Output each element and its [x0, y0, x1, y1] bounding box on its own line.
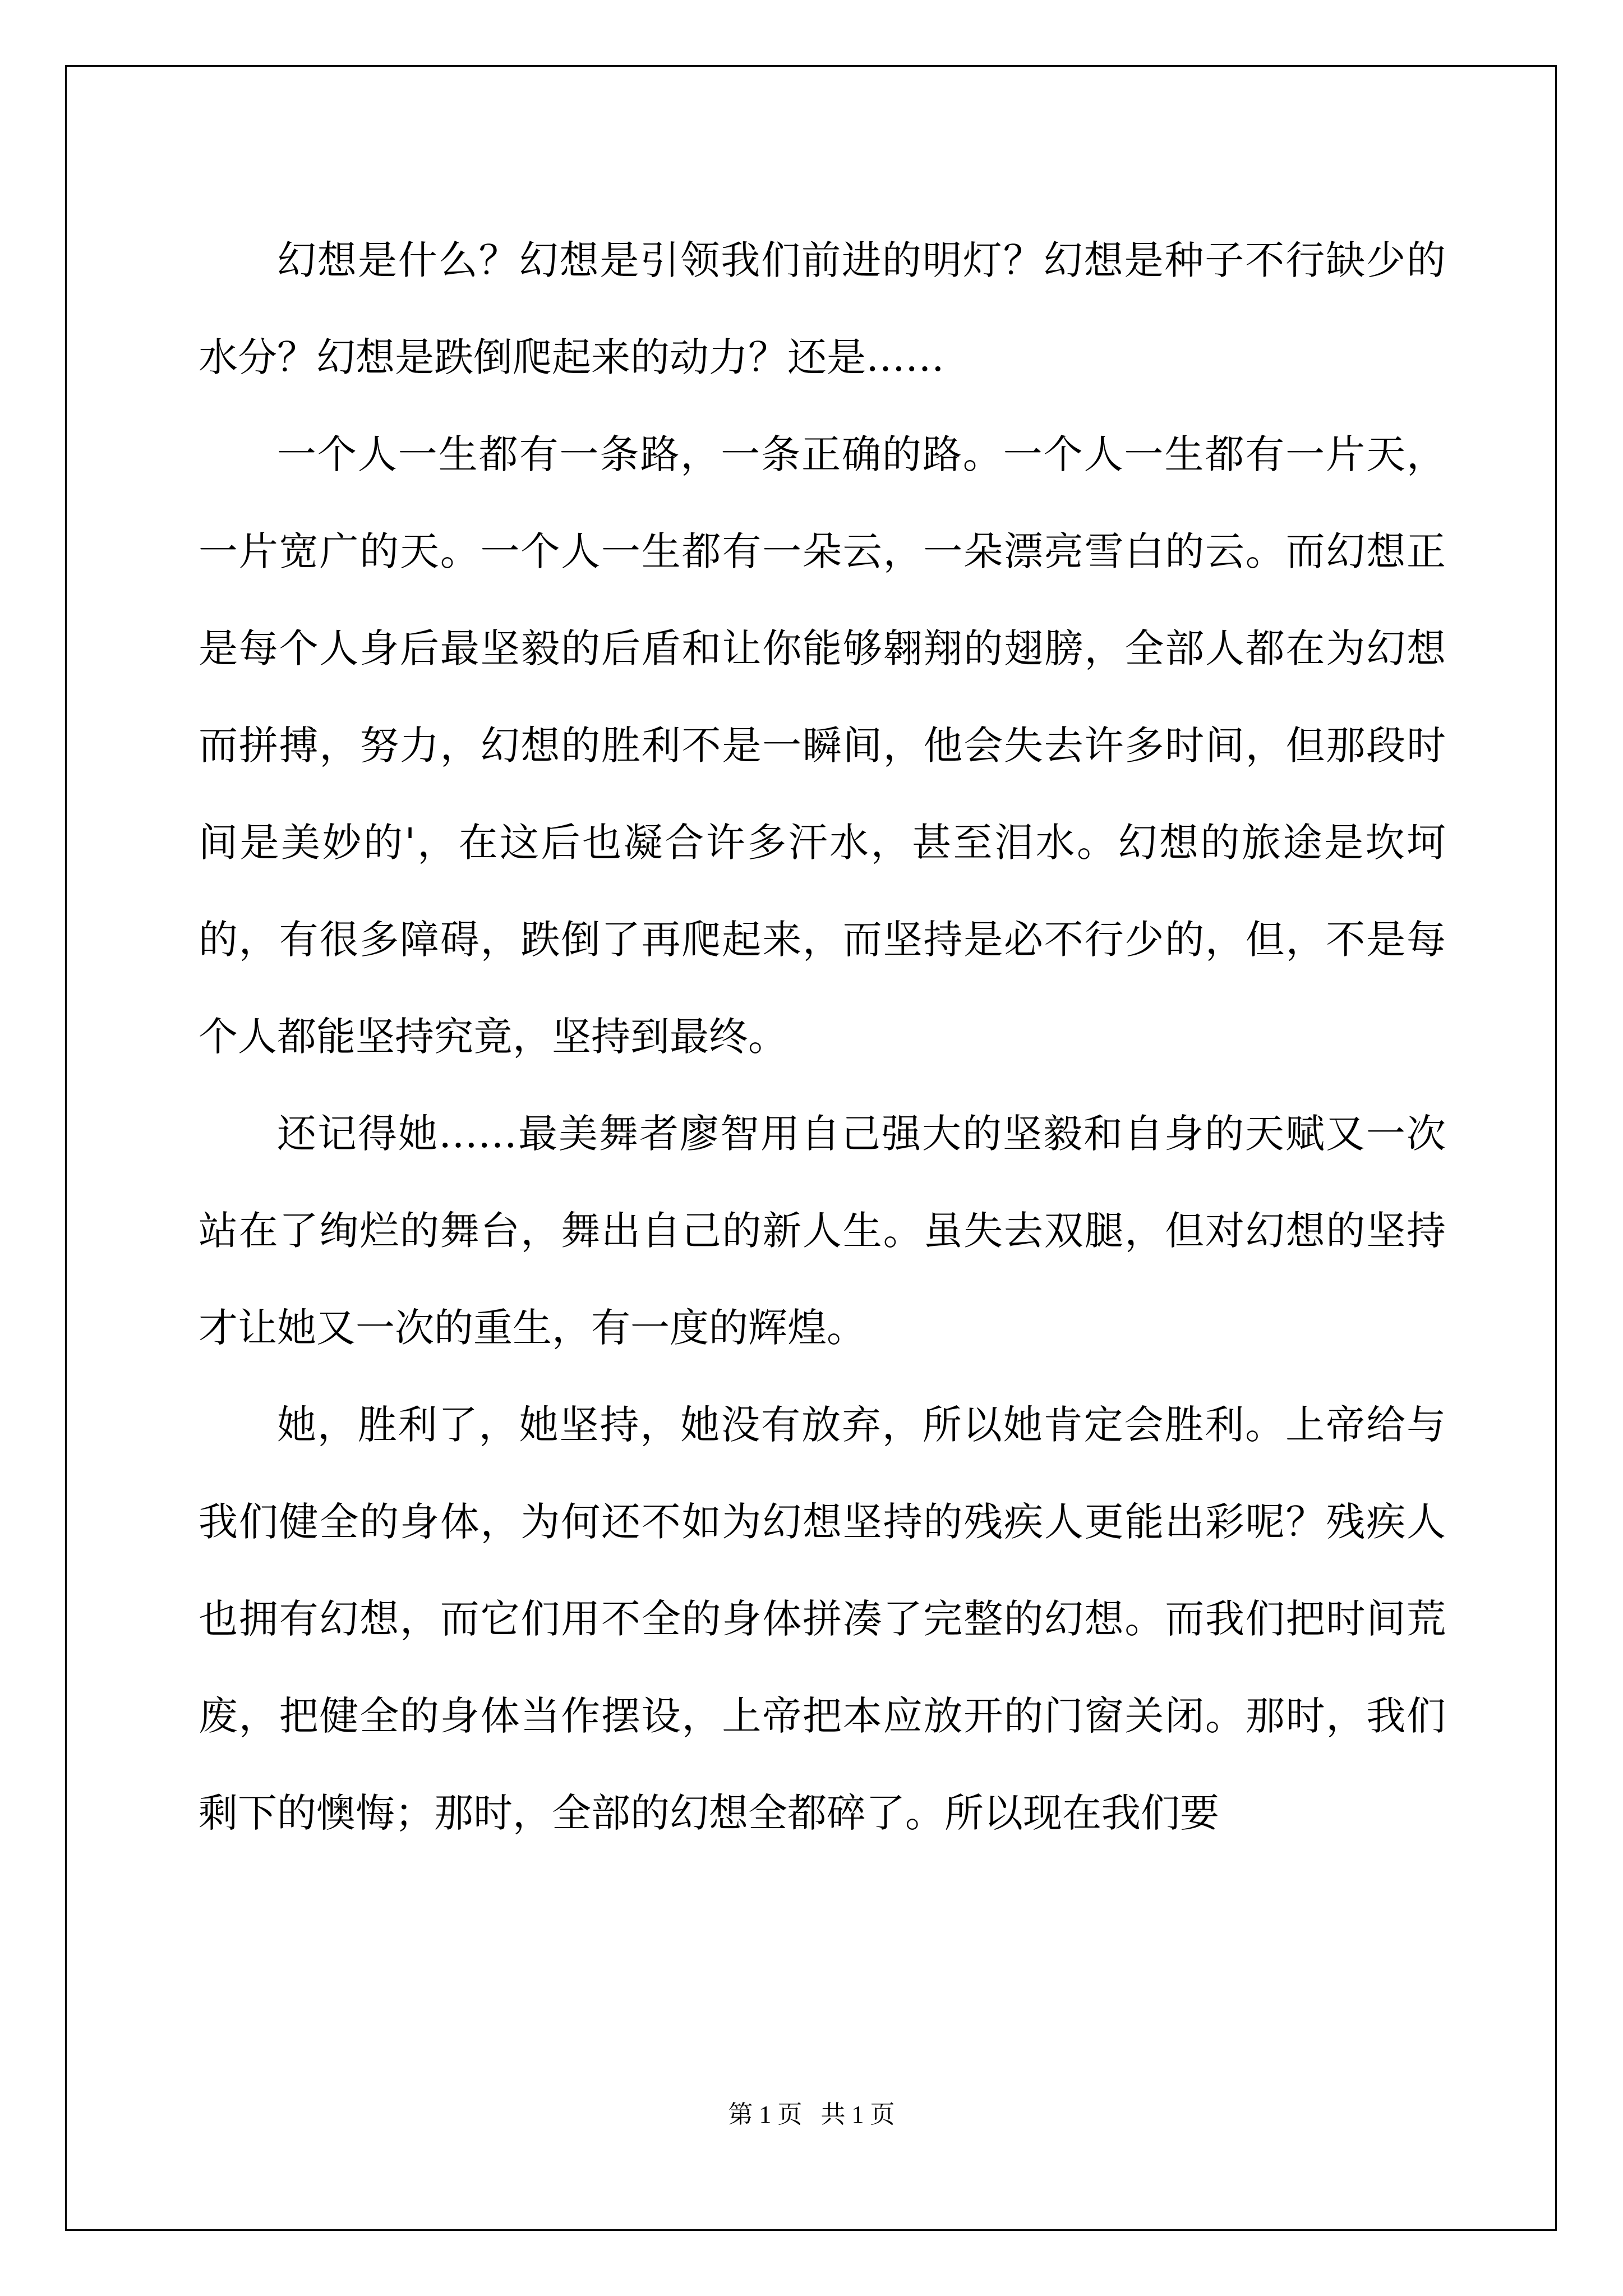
page-number-footer: 第 1 页 共 1 页	[728, 2101, 895, 2128]
paragraph-2: 一个人一生都有一条路，一条正确的路。一个人一生都有一片天，一片宽广的天。一个人一生都有一朵云，一朵漂亮雪白的云。而幻想正是每个人身后最坚毅的后盾和让你能够翱翔的翅膀，全部人都在为幻想而拼搏，努力，幻想的胜利不是一瞬间，他会失去许多时间，但那段时间是美妙的'，在这后也凝合许多汗水，甚至泪水。幻想的旅途是坎坷的，有很多障碍，跌倒了再爬起来，而坚持是必不行少的，但，不是每个人都能坚持究竟，坚持到最终。	[199, 431, 1446, 1060]
document-body	[199, 212, 1446, 1862]
paragraph-4: 她，胜利了，她坚持，她没有放弃，所以她肯定会胜利。上帝给与我们健全的身体，为何还不如为幻想坚持的残疾人更能出彩呢？残疾人也拥有幻想，而它们用不全的身体拼凑了完整的幻想。而我们把时间荒废，把健全的身体当作摆设，上帝把本应放开的门窗关闭。那时，我们剩下的懊悔；那时，全部的幻想全都碎了。所以现在我们要	[199, 1402, 1446, 1836]
paragraph-3: 还记得她……最美舞者廖智用自己强大的坚毅和自身的天赋又一次站在了绚烂的舞台，舞出自己的新人生。虽失去双腿，但对幻想的坚持才让她又一次的重生，有一度的辉煌。	[199, 1111, 1446, 1351]
paragraph-1: 幻想是什么？幻想是引领我们前进的明灯？幻想是种子不行缺少的水分？幻想是跌倒爬起来的动力？还是……	[199, 237, 1446, 380]
